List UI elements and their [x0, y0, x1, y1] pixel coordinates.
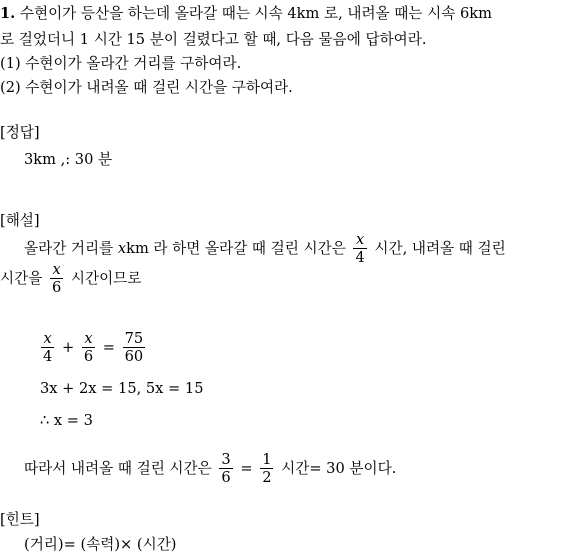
conclusion-fraction-2 — [260, 452, 273, 486]
fraction-numerator: x — [353, 232, 366, 249]
fraction-denominator: 6 — [221, 469, 231, 487]
fraction-denominator: 6 — [83, 348, 94, 366]
explanation-text-1b: km 라 하면 올라갈 때 걸린 시간은 — [126, 239, 346, 257]
explanation-text-1c: 시간, 내려올 때 걸린 — [374, 239, 506, 257]
question-2: (2) 수현이가 내려올 때 걸린 시간을 구하여라. — [0, 79, 293, 96]
equation-1 — [38, 331, 148, 365]
fraction-numerator: 75 — [124, 330, 144, 347]
explanation-text-2a: 시간을 — [0, 269, 43, 287]
problem-text-1: 수현이가 등산을 하는데 올라갈 때는 시속 4km 로, 내려올 때는 시속 6km — [19, 5, 492, 22]
hint-text: (거리)= (속력)× (시간) — [24, 536, 177, 553]
problem-number: 1. — [0, 5, 16, 22]
explanation-line-1 — [24, 232, 506, 266]
explanation-text-1a: 올라간 거리를 — [24, 239, 114, 257]
hint-heading: [힌트] — [0, 511, 40, 528]
fraction-numerator: x — [50, 262, 63, 279]
problem-text-2: 로 걸었더니 1 시간 15 분이 걸렸다고 할 때, 다음 물음에 답하여라. — [0, 31, 427, 48]
fraction-denominator: 4 — [355, 249, 365, 267]
explanation-text-2b: 시간이므로 — [70, 269, 142, 287]
fraction-numerator: x — [41, 331, 54, 348]
conclusion-line — [24, 452, 396, 486]
conclusion-text-a: 따라서 내려올 때 걸린 시간은 — [24, 459, 212, 477]
explanation-line-2 — [0, 262, 141, 296]
fraction-x-over-6 — [50, 262, 63, 296]
conclusion-text-b: 시간= 30 분이다. — [281, 459, 397, 477]
variable-x: x — [117, 239, 127, 257]
equation-2: 3x + 2x = 15, 5x = 15 — [40, 380, 204, 397]
eq-fraction-3 — [123, 331, 146, 365]
fraction-denominator: 4 — [43, 348, 53, 366]
fraction-denominator: 2 — [262, 469, 272, 487]
fraction-denominator: 60 — [124, 348, 144, 366]
question-1: (1) 수현이가 올라간 거리를 구하여라. — [0, 55, 242, 72]
fraction-numerator: 1 — [262, 451, 272, 468]
problem-line-1 — [0, 2, 492, 23]
equation-3: ∴ x = 3 — [40, 412, 93, 429]
fraction-denominator: 6 — [51, 279, 62, 297]
equals-sign: = — [240, 459, 253, 477]
conclusion-fraction-1 — [219, 452, 232, 486]
equals-sign: = — [102, 338, 115, 356]
fraction-x-over-4 — [353, 232, 366, 266]
fraction-numerator: x — [82, 331, 95, 348]
plus-sign: + — [61, 338, 75, 356]
eq-fraction-2 — [82, 331, 95, 365]
explanation-heading: [해설] — [0, 212, 40, 229]
eq-fraction-1 — [41, 331, 54, 365]
answer-text: 3km ,: 30 분 — [24, 151, 113, 168]
answer-heading: [정답] — [0, 124, 40, 141]
fraction-numerator: 3 — [221, 451, 231, 468]
